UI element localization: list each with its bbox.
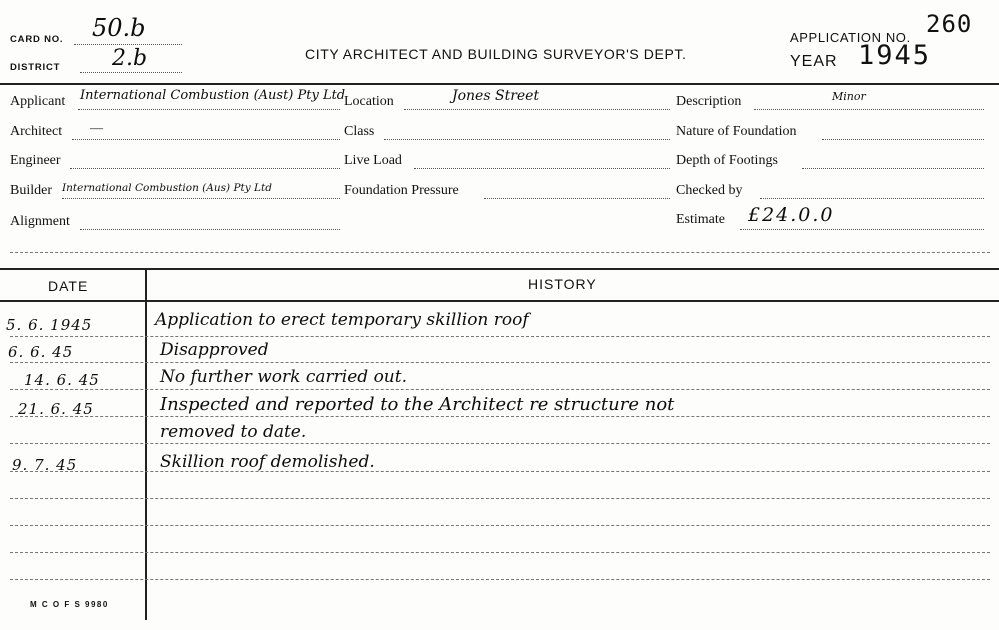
card-no-label: CARD NO. — [10, 34, 64, 45]
live-load-label: Live Load — [344, 153, 402, 168]
history-entry: No further work carried out. — [160, 367, 407, 387]
history-date: 14. 6. 45 — [24, 371, 100, 389]
history-date: 21. 6. 45 — [18, 400, 94, 418]
location-value: Jones Street — [452, 88, 540, 104]
history-entry: Inspected and reported to the Architect re structure not — [160, 394, 675, 415]
class-label: Class — [344, 124, 375, 139]
date-column-header: DATE — [48, 278, 89, 294]
architect-label: Architect — [10, 124, 63, 139]
depth-of-footings-line — [802, 168, 984, 169]
history-rule — [10, 552, 990, 553]
foundation-pressure-line — [484, 198, 670, 199]
estimate-label: Estimate — [676, 212, 725, 227]
district-label: DISTRICT — [10, 62, 61, 73]
form-bottom-rule — [10, 252, 990, 253]
date-column-divider — [145, 270, 147, 620]
engineer-line — [70, 168, 340, 169]
history-header-rule — [0, 300, 999, 302]
history-rule — [10, 525, 990, 526]
application-no-value: 260 — [926, 10, 973, 38]
history-rule — [10, 579, 990, 580]
history-date: 5. 6. 1945 — [6, 316, 93, 334]
header-divider — [0, 83, 999, 85]
depth-of-footings-label: Depth of Footings — [676, 153, 778, 168]
history-rule — [10, 389, 990, 390]
nature-of-foundation-line — [822, 139, 984, 140]
architect-value: — — [90, 120, 103, 135]
description-value: Minor — [832, 90, 866, 103]
year-value: 1945 — [858, 40, 932, 71]
architect-line — [72, 139, 340, 140]
history-entry: removed to date. — [160, 422, 307, 442]
history-column-header: HISTORY — [528, 276, 597, 292]
builder-value: International Combustion (Aus) Pty Ltd — [62, 182, 272, 194]
year-label: YEAR — [790, 53, 838, 70]
district-line — [80, 72, 182, 73]
applicant-label: Applicant — [10, 94, 66, 109]
nature-of-foundation-label: Nature of Foundation — [676, 124, 797, 139]
history-entry: Skillion roof demolished. — [160, 452, 375, 472]
district-value: 2.b — [112, 46, 148, 71]
class-line — [384, 139, 670, 140]
history-rule — [10, 471, 990, 472]
history-date: 9. 7. 45 — [12, 456, 78, 474]
checked-by-label: Checked by — [676, 183, 743, 198]
history-entry: Application to erect temporary skillion roof — [155, 310, 529, 330]
history-rule — [10, 498, 990, 499]
checked-by-line — [760, 198, 984, 199]
history-rule — [10, 443, 990, 444]
print-code: M C O F S 9980 — [30, 600, 109, 609]
alignment-label: Alignment — [10, 214, 70, 229]
history-rule — [10, 416, 990, 417]
history-date: 6. 6. 45 — [8, 343, 74, 361]
history-top-rule — [0, 268, 999, 270]
history-rule — [10, 362, 990, 363]
alignment-line — [80, 229, 340, 230]
applicant-value: International Combustion (Aust) Pty Ltd — [80, 88, 346, 103]
builder-line — [62, 198, 340, 199]
live-load-line — [414, 168, 670, 169]
description-line — [754, 109, 984, 110]
card-no-line — [74, 44, 182, 45]
foundation-pressure-label: Foundation Pressure — [344, 183, 459, 198]
engineer-label: Engineer — [10, 153, 61, 168]
estimate-line — [740, 229, 984, 230]
history-rule — [10, 336, 990, 337]
card-no-value: 50.b — [92, 14, 146, 42]
history-entry: Disapproved — [160, 340, 269, 360]
location-label: Location — [344, 94, 394, 109]
application-no-label: APPLICATION NO. — [790, 30, 911, 45]
estimate-value: £24.0.0 — [748, 204, 835, 226]
applicant-line — [78, 109, 340, 110]
location-line — [404, 109, 670, 110]
description-label: Description — [676, 94, 742, 109]
builder-label: Builder — [10, 183, 52, 198]
department-title: CITY ARCHITECT AND BUILDING SURVEYOR'S DEPT. — [305, 46, 687, 62]
